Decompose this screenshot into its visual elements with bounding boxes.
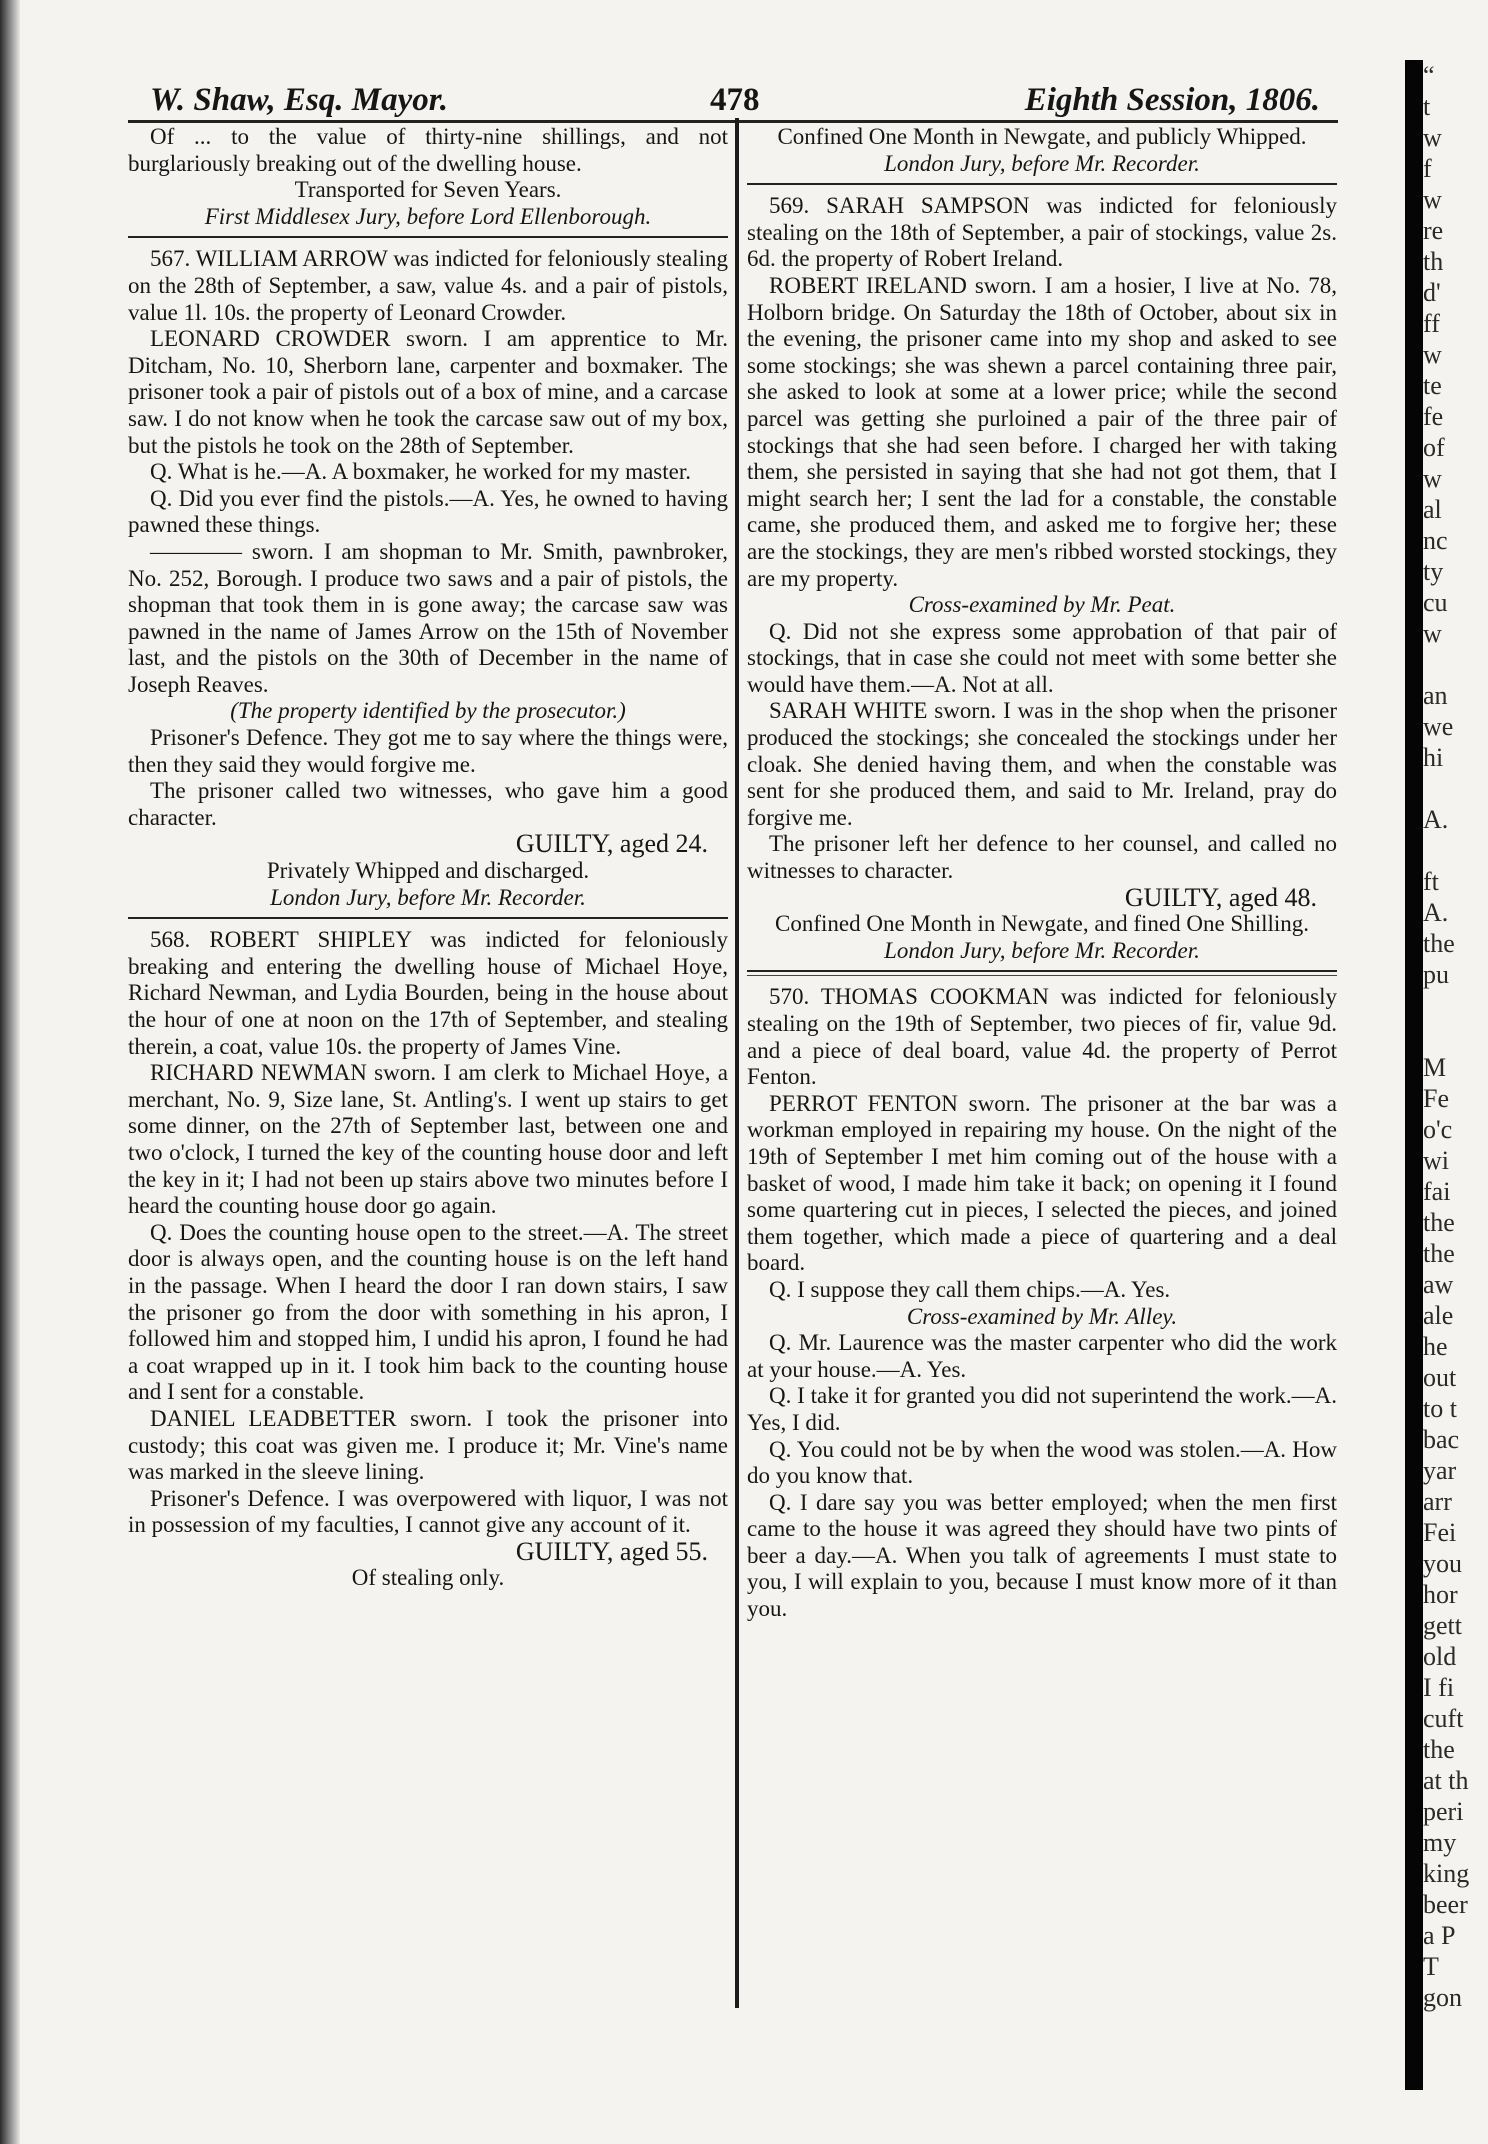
running-header xyxy=(150,82,1320,122)
verdict-line: GUILTY, aged 55. xyxy=(515,1536,708,1566)
facing-page-line: you xyxy=(1423,1549,1462,1578)
facing-page-line: fe xyxy=(1423,402,1444,431)
header-mayor: W. Shaw, Esq. Mayor. xyxy=(150,82,448,118)
paragraph: The prisoner called two witnesses, who gave him a good character. xyxy=(128,778,728,830)
facing-page-line: arr xyxy=(1423,1487,1452,1516)
facing-page-line: w xyxy=(1423,185,1442,214)
paragraph: LEONARD CROWDER sworn. I am apprentice to Mr. Ditcham, No. 10, Sherborn lane, carpenter and boxmaker. The prisoner took a pair of pistols out of a box of mine, and a carcase saw. I do not know when he took the carcase saw out of my box, but the pistols he took on the 28th of September. xyxy=(128,326,728,458)
paragraph: Q. What is he.—A. A boxmaker, he worked for my master. xyxy=(150,459,691,485)
jury-line: First Middlesex Jury, before Lord Ellenborough. xyxy=(204,203,652,229)
paragraph: The prisoner left her defence to her counsel, and called no witnesses to character. xyxy=(747,831,1337,884)
header-session: Eighth Session, 1806. xyxy=(1024,82,1320,118)
paragraph: Of ... to the value of thirty-nine shillings, and not burglariously breaking out of the dwelling house. xyxy=(128,124,728,176)
facing-page-line: pu xyxy=(1423,960,1449,989)
facing-page-line: fai xyxy=(1423,1177,1451,1206)
facing-page-line: nc xyxy=(1423,526,1448,555)
jury-line: (The property identified by the prosecutor.) xyxy=(230,698,626,724)
section-rule xyxy=(747,970,1337,976)
right-column xyxy=(747,124,1337,2044)
facing-page-line: to t xyxy=(1423,1394,1457,1423)
facing-page-line: cu xyxy=(1423,588,1448,617)
sentence-line: Transported for Seven Years. xyxy=(294,177,562,203)
facing-page-line: w xyxy=(1423,123,1442,152)
page-gutter-bar xyxy=(1405,60,1423,2090)
facing-page-line: an xyxy=(1423,681,1448,710)
facing-page-line: king xyxy=(1423,1859,1470,1888)
facing-page-line: my xyxy=(1423,1828,1457,1857)
paragraph: Q. You could not be by when the wood was stolen.—A. How do you know that. xyxy=(747,1436,1337,1489)
facing-page-line: gon xyxy=(1423,1983,1462,2012)
paragraph: Prisoner's Defence. I was overpowered with liquor, I was not in possession of my faculties, I cannot give any account of it. xyxy=(128,1485,728,1538)
section-rule xyxy=(747,183,1337,185)
facing-page-line: old xyxy=(1423,1642,1457,1671)
page-number: 478 xyxy=(710,82,760,118)
facing-page-line: the xyxy=(1423,929,1455,958)
facing-page-line: we xyxy=(1423,712,1454,741)
facing-page-line: wi xyxy=(1423,1146,1449,1175)
facing-page-line: Fe xyxy=(1423,1084,1449,1113)
facing-page-line: cuft xyxy=(1423,1704,1464,1733)
facing-page-line xyxy=(1423,835,1488,866)
facing-page-line: ty xyxy=(1423,557,1444,586)
facing-page-line: a P xyxy=(1423,1921,1456,1950)
facing-page-line: d' xyxy=(1423,278,1441,307)
facing-page-line: w xyxy=(1423,340,1442,369)
facing-page-line: ft xyxy=(1423,867,1439,896)
facing-page-line: hor xyxy=(1423,1580,1458,1609)
facing-page-line: o'c xyxy=(1423,1115,1453,1144)
facing-page-line: beer xyxy=(1423,1890,1468,1919)
verdict-line: GUILTY, aged 24. xyxy=(515,829,708,859)
facing-page-line: T xyxy=(1423,1952,1439,1981)
sentence-line: Privately Whipped and discharged. xyxy=(266,858,590,884)
facing-page-line xyxy=(1423,649,1488,680)
facing-page-line: peri xyxy=(1423,1797,1464,1826)
paragraph: Q. Does the counting house open to the street.—A. The street door is always open, and the counting house is on the left hand in the passage. When I heard the door I ran down stairs, I saw the prisoner go from the door with something in his apron, I followed him and stopped him, I undid his apron, I found he had a coat wrapped up in it. I took him back to the counting house and I sent for a constable. xyxy=(128,1219,728,1405)
paragraph: 569. SARAH SAMPSON was indicted for feloniously stealing on the 18th of September, a pair of stockings, value 2s. 6d. the property of Robert Ireland. xyxy=(747,193,1337,272)
paragraph: Q. Did you ever find the pistols.—A. Yes, he owned to having pawned these things. xyxy=(128,485,728,538)
facing-page-line: f xyxy=(1423,154,1432,183)
paragraph: 568. ROBERT SHIPLEY was indicted for feloniously breaking and entering the dwelling house of Michael Hoye, Richard Newman, and Lydia Bourden, being in the house about the hour of one at noon on the 17th of September, and stealing therein, a coat, value 10s. the property of James Vine. xyxy=(128,927,728,1059)
paragraph: Q. I suppose they call them chips.—A. Yes. xyxy=(769,1276,1171,1302)
facing-page-line: al xyxy=(1423,495,1442,524)
section-rule xyxy=(128,236,728,238)
facing-page-line: the xyxy=(1423,1208,1455,1237)
facing-page-line: A. xyxy=(1423,805,1449,834)
facing-page-line: A. xyxy=(1423,898,1449,927)
facing-page-line: I fi xyxy=(1423,1673,1455,1702)
sentence-line: Confined One Month in Newgate, and fined One Shilling. xyxy=(774,911,1310,937)
facing-page-line: yar xyxy=(1423,1456,1457,1485)
facing-page-line: Fei xyxy=(1423,1518,1457,1547)
facing-page-line: of xyxy=(1423,433,1445,462)
facing-page-line xyxy=(1423,773,1488,804)
facing-page-line: aw xyxy=(1423,1270,1454,1299)
jury-line: Cross-examined by Mr. Peat. xyxy=(908,592,1176,618)
jury-line: London Jury, before Mr. Recorder. xyxy=(270,884,586,910)
facing-page-line: hi xyxy=(1423,743,1444,772)
facing-page-line: “ xyxy=(1423,61,1435,90)
facing-page-line: ale xyxy=(1423,1301,1454,1330)
jury-line: London Jury, before Mr. Recorder. xyxy=(884,150,1200,176)
paragraph: DANIEL LEADBETTER sworn. I took the prisoner into custody; this coat was given me. I produce it; Mr. Vine's name was marked in the sleeve lining. xyxy=(128,1405,728,1485)
facing-page-line: M xyxy=(1423,1053,1447,1082)
page-edge-shadow xyxy=(0,0,20,2144)
facing-page-line: at th xyxy=(1423,1766,1469,1795)
facing-page-line: bac xyxy=(1423,1425,1460,1454)
facing-page-line: ff xyxy=(1423,309,1440,338)
facing-page-line: th xyxy=(1423,247,1444,276)
paragraph: ———— sworn. I am shopman to Mr. Smith, pawnbroker, No. 252, Borough. I produce two saws and a pair of pistols, the shopman that took them in is gone away; the carcase saw was pawned in the name of James Arrow on the 15th of November last, and the pistols on the 30th of December in the name of Joseph Reaves. xyxy=(128,538,728,697)
paragraph: ROBERT IRELAND sworn. I am a hosier, I live at No. 78, Holborn bridge. On Saturday the 18th of October, about six in the evening, the prisoner came into my shop and asked to see some stockings; she was shewn a parcel containing three pair, she asked to look at some at a lower price; while the second parcel was getting she purloined a pair of the three pair of stockings that she had seen before. I charged her with taking them, she persisted in saying that she had not got them, that I might search her; I sent the lad for a constable, the constable came, she produced them, and asked me to forgive her; these are the stockings, they are men's ribbed worsted stockings, they are my property. xyxy=(747,272,1337,591)
facing-page-line: he xyxy=(1423,1332,1448,1361)
facing-page-line: the xyxy=(1423,1735,1455,1764)
facing-page-fragment xyxy=(1423,60,1488,2090)
paragraph: Q. Mr. Laurence was the master carpenter who did the work at your house.—A. Yes. xyxy=(747,1330,1337,1382)
paragraph: Q. I take it for granted you did not superintend the work.—A. Yes, I did. xyxy=(747,1383,1337,1435)
paragraph: 570. THOMAS COOKMAN was indicted for feloniously stealing on the 19th of September, two pieces of fir, value 9d. and a piece of deal board, value 4d. the property of Perrot Fenton. xyxy=(747,984,1337,1090)
jury-line: Cross-examined by Mr. Alley. xyxy=(906,1303,1178,1329)
facing-page-line xyxy=(1423,1021,1488,1052)
section-rule xyxy=(128,917,728,919)
paragraph: Prisoner's Defence. They got me to say where the things were, then they said they would forgive me. xyxy=(128,725,728,777)
facing-page-line xyxy=(1423,990,1488,1021)
paragraph: Q. I dare say you was better employed; when the men first came to the house it was agreed they should have two pints of beer a day.—A. When you talk of agreements I must state to you, I will explain to you, because I must know more of it than you. xyxy=(747,1489,1337,1622)
facing-page-line: te xyxy=(1423,371,1442,400)
facing-page-line: w xyxy=(1423,464,1442,493)
facing-page-line: w xyxy=(1423,619,1442,648)
column-divider xyxy=(735,118,739,2008)
paragraph: SARAH WHITE sworn. I was in the shop when the prisoner produced the stockings; she concealed the stockings under her cloak. She denied having them, and when the constable was sent for she produced them, and said to Mr. Ireland, pray do forgive me. xyxy=(747,698,1337,830)
paragraph: PERROT FENTON sworn. The prisoner at the bar was a workman employed in repairing my house. On the night of the 19th of September I met him coming out of the house with a basket of wood, I made him take it back; on opening it I found some quartering cut in pieces, I selected the pieces, and joined them together, which made a piece of quartering and a deal board. xyxy=(747,1090,1337,1276)
paragraph: 567. WILLIAM ARROW was indicted for feloniously stealing on the 28th of September, a saw, value 4s. and a pair of pistols, value 1l. 10s. the property of Leonard Crowder. xyxy=(128,246,728,325)
jury-line: London Jury, before Mr. Recorder. xyxy=(884,937,1200,963)
left-column xyxy=(128,124,728,2044)
facing-page-line: t xyxy=(1423,92,1431,121)
header-rule xyxy=(128,120,1338,123)
sentence-line: Of stealing only. xyxy=(351,1565,505,1591)
paragraph: RICHARD NEWMAN sworn. I am clerk to Michael Hoye, a merchant, No. 9, Size lane, St. Antling's. I went up stairs to get some dinner, on the 27th of September last, between one and two o'clock, I turned the key of the counting house door and left the key in it; I had not been up stairs above two minutes before I heard the counting house door go again. xyxy=(128,1060,728,1219)
sentence-line: Confined One Month in Newgate, and publicly Whipped. xyxy=(777,124,1307,149)
paragraph: Q. Did not she express some approbation of that pair of stockings, that in case she could not meet with some better she would have them.—A. Not at all. xyxy=(747,618,1337,697)
facing-page-line: re xyxy=(1423,216,1444,245)
facing-page-line: gett xyxy=(1423,1611,1462,1640)
facing-page-line: out xyxy=(1423,1363,1457,1392)
verdict-line: GUILTY, aged 48. xyxy=(1124,882,1317,912)
facing-page-line: the xyxy=(1423,1239,1455,1268)
